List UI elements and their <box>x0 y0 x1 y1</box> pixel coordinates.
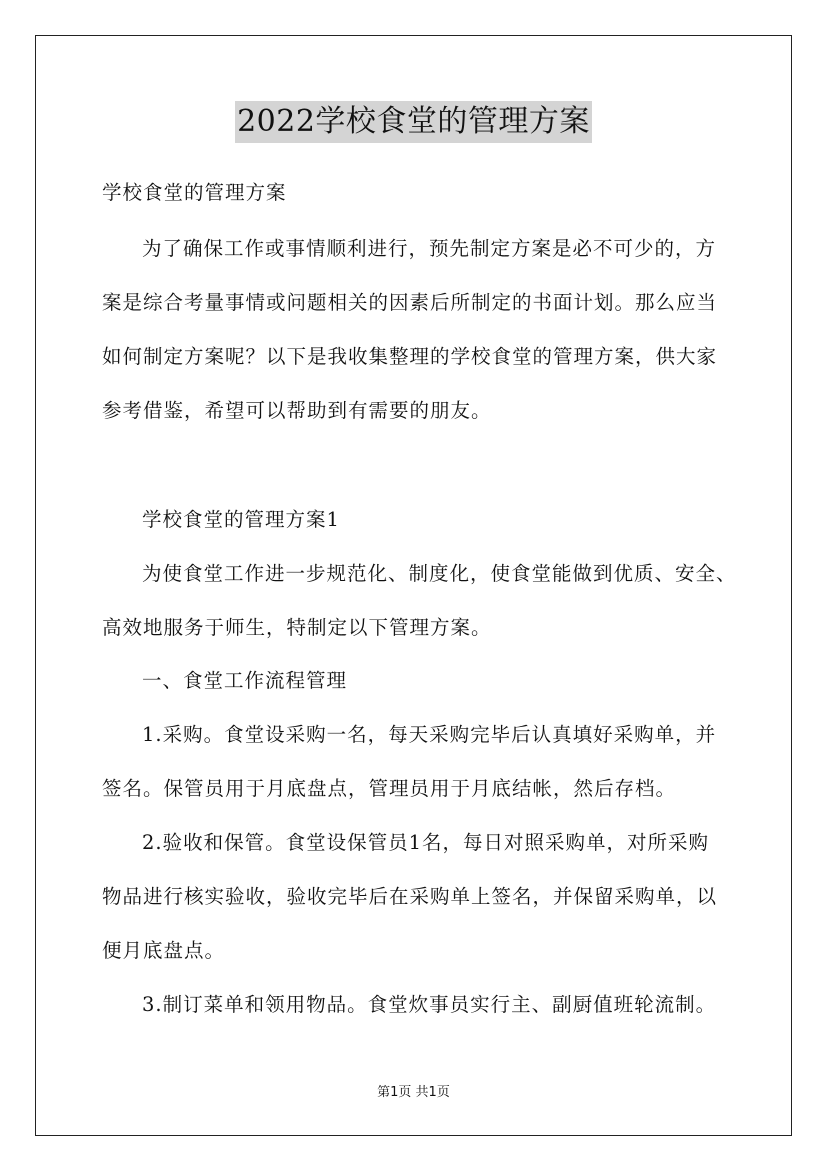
paragraph-line: 参考借鉴，希望可以帮助到有需要的朋友。 <box>102 399 492 422</box>
paragraph-line: 为使食堂工作进一步规范化、制度化，使食堂能做到优质、安全、 <box>142 562 737 585</box>
document-title: 2022学校食堂的管理方案 <box>235 101 592 143</box>
paragraph-line: 如何制定方案呢？以下是我收集整理的学校食堂的管理方案，供大家 <box>102 345 718 368</box>
paragraph-line: 1.采购。食堂设采购一名，每天采购完毕后认真填好采购单，并 <box>142 723 717 746</box>
paragraph-line: 3.制订菜单和领用物品。食堂炊事员实行主、副厨值班轮流制。 <box>142 993 717 1016</box>
section-heading: 学校食堂的管理方案1 <box>142 508 340 531</box>
paragraph-line: 便月底盘点。 <box>102 939 226 962</box>
paragraph-line: 2.验收和保管。食堂设保管员1名，每日对照采购单，对所采购 <box>142 831 710 854</box>
paragraph-line: 为了确保工作或事情顺利进行，预先制定方案是必不可少的，方 <box>142 237 717 260</box>
paragraph-line: 物品进行核实验收，验收完毕后在采购单上签名，并保留采购单，以 <box>102 885 718 908</box>
paragraph-line: 案是综合考量事情或问题相关的因素后所制定的书面计划。那么应当 <box>102 291 718 314</box>
paragraph-line: 签名。保管员用于月底盘点，管理员用于月底结帐，然后存档。 <box>102 777 677 800</box>
title-container <box>0 101 827 143</box>
subsection-heading: 一、食堂工作流程管理 <box>142 669 348 692</box>
page-footer: 第1页 共1页 <box>377 1085 450 1100</box>
document-subtitle: 学校食堂的管理方案 <box>102 181 287 204</box>
paragraph-line: 高效地服务于师生，特制定以下管理方案。 <box>102 616 492 639</box>
